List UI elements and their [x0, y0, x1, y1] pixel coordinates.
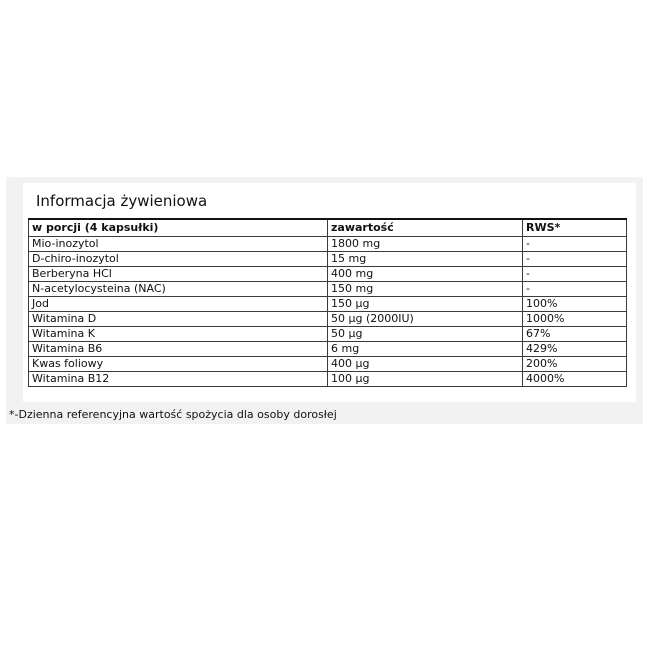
ingredient-amount: 400 µg	[328, 357, 523, 372]
ingredient-amount: 150 µg	[328, 297, 523, 312]
ingredient-amount: 6 mg	[328, 342, 523, 357]
ingredient-amount: 1800 mg	[328, 237, 523, 252]
ingredient-name: Witamina K	[29, 327, 328, 342]
table-header-row	[29, 219, 627, 237]
ingredient-amount: 50 µg (2000IU)	[328, 312, 523, 327]
ingredient-name: Witamina B12	[29, 372, 328, 387]
ingredient-amount: 15 mg	[328, 252, 523, 267]
ingredient-rws: -	[523, 252, 627, 267]
nutrition-panel	[6, 177, 643, 424]
ingredient-name: Mio-inozytol	[29, 237, 328, 252]
table-row	[29, 327, 627, 342]
table-row	[29, 342, 627, 357]
ingredient-name: Witamina D	[29, 312, 328, 327]
nutrition-card	[23, 183, 636, 402]
header-amount: zawartość	[328, 219, 523, 237]
table-row	[29, 312, 627, 327]
ingredient-amount: 400 mg	[328, 267, 523, 282]
ingredient-name: D-chiro-inozytol	[29, 252, 328, 267]
ingredient-rws: 200%	[523, 357, 627, 372]
ingredient-rws: 1000%	[523, 312, 627, 327]
table-row	[29, 297, 627, 312]
table-row	[29, 267, 627, 282]
ingredient-rws: -	[523, 237, 627, 252]
ingredient-name: Berberyna HCl	[29, 267, 328, 282]
ingredient-rws: 429%	[523, 342, 627, 357]
ingredient-name: Jod	[29, 297, 328, 312]
table-row	[29, 357, 627, 372]
table-row	[29, 372, 627, 387]
ingredient-amount: 150 mg	[328, 282, 523, 297]
table-row	[29, 237, 627, 252]
header-serving: w porcji (4 kapsułki)	[29, 219, 328, 237]
ingredient-amount: 100 µg	[328, 372, 523, 387]
ingredient-rws: -	[523, 267, 627, 282]
ingredient-rws: 100%	[523, 297, 627, 312]
ingredient-name: Witamina B6	[29, 342, 328, 357]
ingredient-amount: 50 µg	[328, 327, 523, 342]
nutrition-title: Informacja żywieniowa	[36, 192, 208, 210]
table-row	[29, 252, 627, 267]
ingredient-rws: -	[523, 282, 627, 297]
ingredient-name: Kwas foliowy	[29, 357, 328, 372]
footnote: *-Dzienna referencyjna wartość spożycia dla osoby dorosłej	[9, 408, 337, 421]
ingredient-rws: 4000%	[523, 372, 627, 387]
nutrition-table	[28, 218, 627, 387]
ingredient-name: N-acetylocysteina (NAC)	[29, 282, 328, 297]
table-row	[29, 282, 627, 297]
ingredient-rws: 67%	[523, 327, 627, 342]
header-rws: RWS*	[523, 219, 627, 237]
